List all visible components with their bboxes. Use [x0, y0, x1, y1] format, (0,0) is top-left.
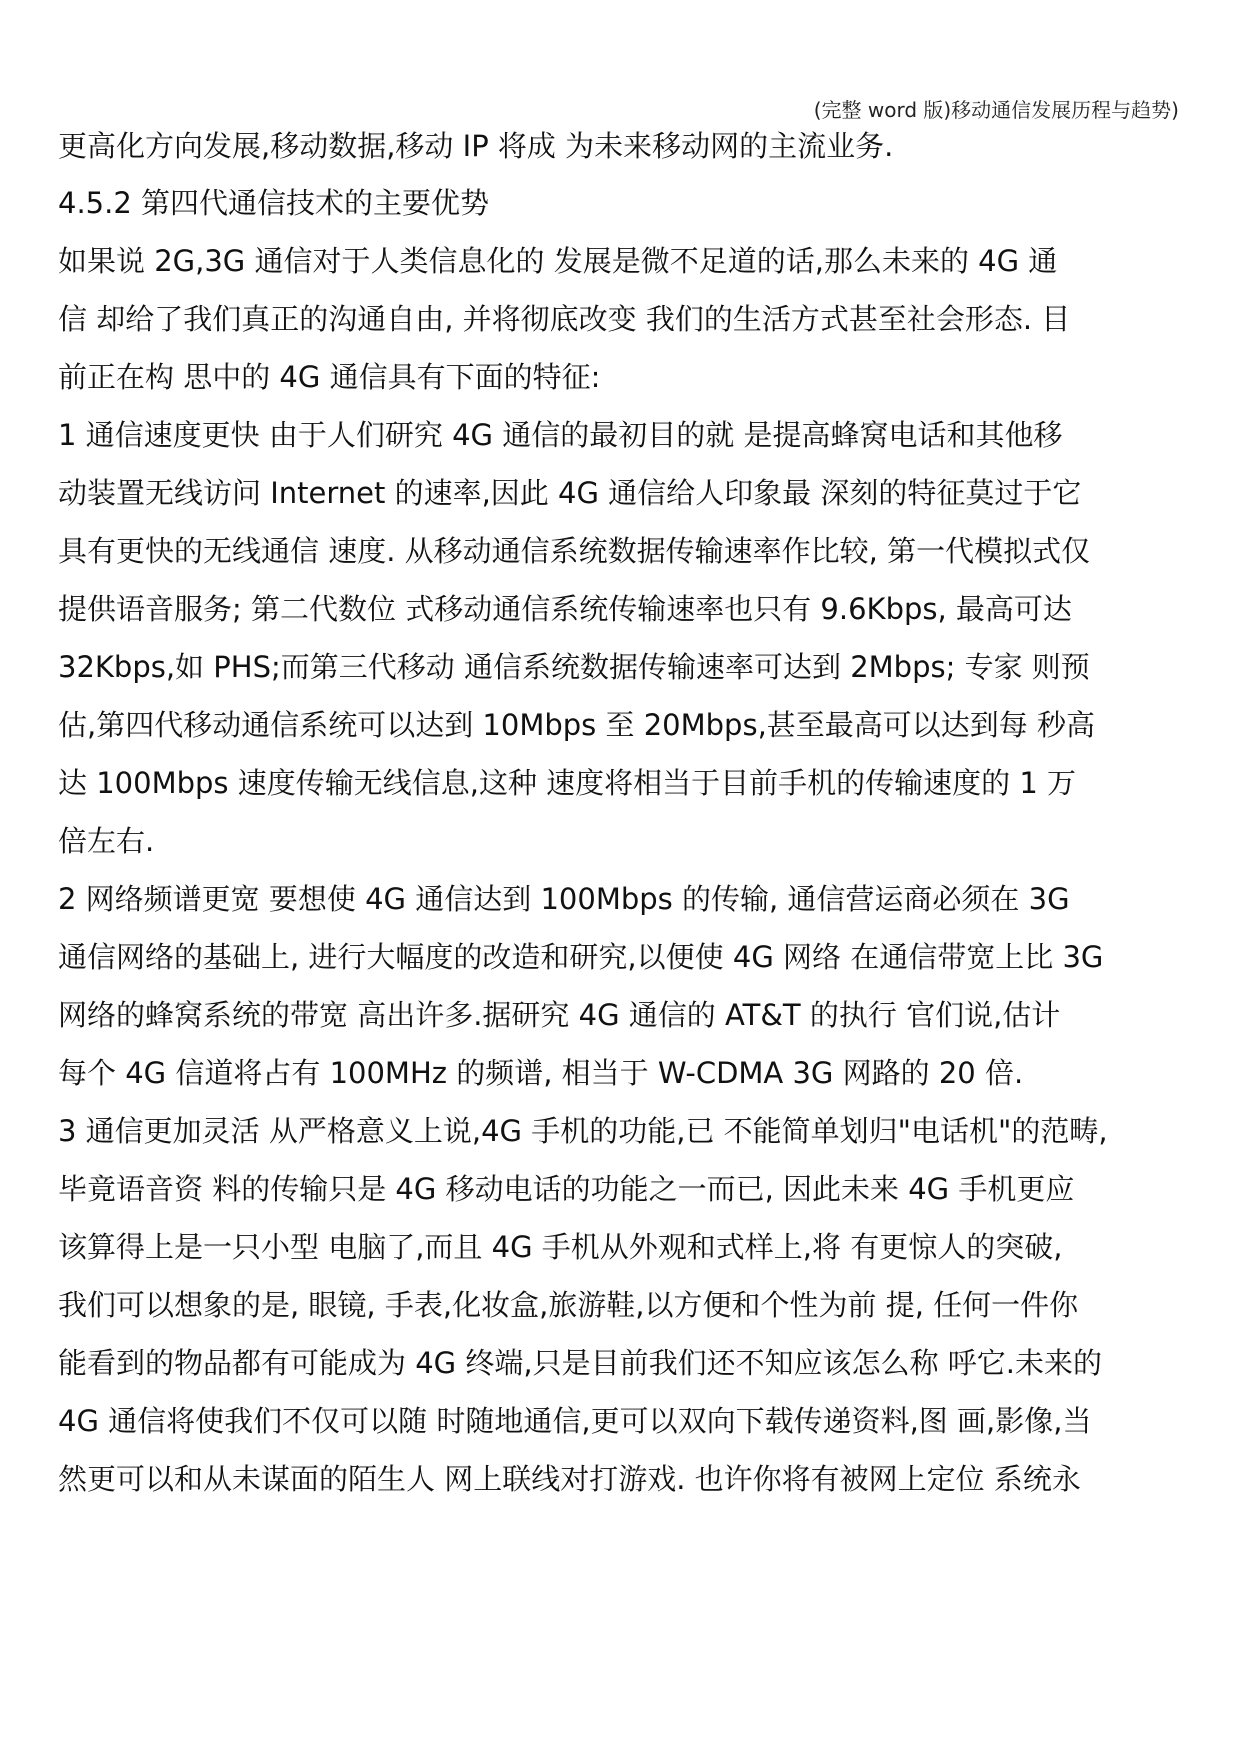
body-line: 估,第四代移动通信系统可以达到 10Mbps 至 20Mbps,甚至最高可以达到每 秒高: [58, 708, 1096, 742]
body-line: 倍左右.: [58, 824, 155, 858]
section-heading: 4.5.2 第四代通信技术的主要优势: [58, 186, 490, 220]
body-line: 该算得上是一只小型 电脑了,而且 4G 手机从外观和式样上,将 有更惊人的突破,: [58, 1230, 1063, 1264]
body-line: 网络的蜂窝系统的带宽 高出许多.据研究 4G 通信的 AT&T 的执行 官们说,估计: [58, 998, 1061, 1032]
body-line: 如果说 2G,3G 通信对于人类信息化的 发展是微不足道的话,那么未来的 4G 通: [58, 244, 1058, 278]
body-line: 前正在构 思中的 4G 通信具有下面的特征:: [58, 360, 601, 394]
body-line: 然更可以和从未谋面的陌生人 网上联线对打游戏. 也许你将有被网上定位 系统永: [58, 1462, 1081, 1496]
body-line: 1 通信速度更快 由于人们研究 4G 通信的最初目的就 是提高蜂窝电话和其他移: [58, 418, 1063, 452]
body-line: 提供语音服务; 第二代数位 式移动通信系统传输速率也只有 9.6Kbps, 最高可达: [58, 592, 1072, 626]
running-header: (完整 word 版)移动通信发展历程与趋势): [813, 98, 1179, 122]
body-line: 4G 通信将使我们不仅可以随 时随地通信,更可以双向下载传递资料,图 画,影像,当: [58, 1404, 1092, 1438]
body-line: 信 却给了我们真正的沟通自由, 并将彻底改变 我们的生活方式甚至社会形态. 目: [58, 302, 1071, 336]
body-line: 具有更快的无线通信 速度. 从移动通信系统数据传输速率作比较, 第一代模拟式仅: [58, 534, 1091, 568]
body-line: 我们可以想象的是, 眼镜, 手表,化妆盒,旅游鞋,以方便和个性为前 提, 任何一件你: [58, 1288, 1079, 1322]
body-line: 更高化方向发展,移动数据,移动 IP 将成 为未来移动网的主流业务.: [58, 129, 894, 163]
body-line: 2 网络频谱更宽 要想使 4G 通信达到 100Mbps 的传输, 通信营运商必须在 3G: [58, 882, 1070, 916]
body-line: 动装置无线访问 Internet 的速率,因此 4G 通信给人印象最 深刻的特征莫过于它: [58, 476, 1082, 510]
body-line: 32Kbps,如 PHS;而第三代移动 通信系统数据传输速率可达到 2Mbps; 专家 则预: [58, 650, 1090, 684]
body-line: 能看到的物品都有可能成为 4G 终端,只是目前我们还不知应该怎么称 呼它.未来的: [58, 1346, 1103, 1380]
body-line: 每个 4G 信道将占有 100MHz 的频谱, 相当于 W-CDMA 3G 网路的 20 倍.: [58, 1056, 1024, 1090]
body-line: 毕竟语音资 料的传输只是 4G 移动电话的功能之一而已, 因此未来 4G 手机更应: [58, 1172, 1075, 1206]
body-line: 达 100Mbps 速度传输无线信息,这种 速度将相当于目前手机的传输速度的 1 万: [58, 766, 1077, 800]
body-line: 通信网络的基础上, 进行大幅度的改造和研究,以便使 4G 网络 在通信带宽上比 3G: [58, 940, 1104, 974]
body-line: 3 通信更加灵活 从严格意义上说,4G 手机的功能,已 不能简单划归"电话机"的范畴,: [58, 1114, 1108, 1148]
